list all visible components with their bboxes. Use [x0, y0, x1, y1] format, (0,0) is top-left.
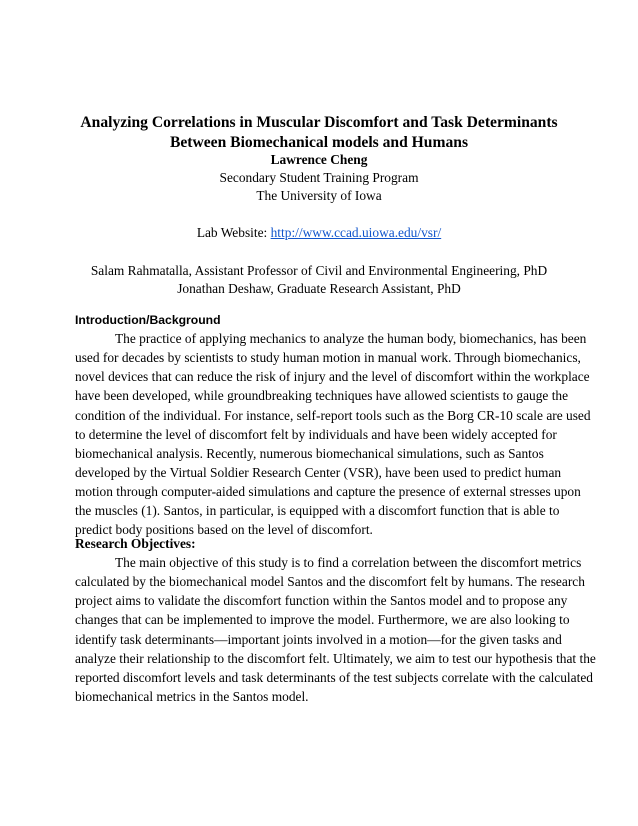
paragraph-line: have been developed, while groundbreaking techniques have allowed scientists to gauge the [75, 388, 569, 404]
paragraph-line: motion through computer-aided simulations and capture the presence of external stresses upon [75, 484, 581, 500]
author-university: The University of Iowa [256, 188, 382, 203]
paragraph-line: calculated by the biomechanical model Santos and the discomfort felt by humans. The research [75, 574, 585, 590]
paragraph-line: The practice of applying mechanics to analyze the human body, biomechanics, has been [115, 331, 587, 346]
paragraph-line: identify task determinants—important joints involved in a motion—for the given tasks and [75, 631, 562, 647]
paragraph-line: predict body positions based on the level of discomfort. [75, 522, 373, 538]
title-line-1: Analyzing Correlations in Muscular Discomfort and Task Determinants [80, 114, 558, 131]
lab-website-label: Lab Website: [196, 225, 271, 240]
advisors-block [0, 262, 638, 298]
intro-heading: Introduction/Background [75, 313, 221, 327]
paragraph-line: novel devices that can reduce the risk of injury and the level of discomfort within the workplace [75, 369, 590, 385]
paragraph-line: the muscles (1). Santos, in particular, is equipped with a discomfort function that is able to [75, 503, 560, 519]
paragraph-line: used for decades by scientists to study human motion in manual work. Through biomechanics, [75, 350, 581, 366]
paragraph-line: to determine the level of discomfort felt by individuals and have been widely accepted for [75, 426, 557, 442]
objectives-paragraph [75, 553, 596, 706]
objectives-heading: Research Objectives: [75, 536, 196, 551]
advisor-2: Jonathan Deshaw, Graduate Research Assistant, PhD [177, 281, 461, 296]
paragraph-line: developed by the Virtual Soldier Research Center (VSR), have been used to predict human [75, 464, 562, 480]
paragraph-line: analyze their relationship to the discomfort felt. Ultimately, we aim to test our hypothesis that the [75, 650, 596, 666]
paragraph-line: biomechanical analysis. Recently, numerous biomechanical simulations, such as Santos [75, 445, 544, 461]
paragraph-line: The main objective of this study is to find a correlation between the discomfort metrics [115, 555, 582, 570]
paragraph-line: condition of the individual. For instance, self-report tools such as the Borg CR-10 scale are used [75, 407, 591, 423]
author-name: Lawrence Cheng [270, 152, 368, 167]
advisor-1: Salam Rahmatalla, Assistant Professor of Civil and Environmental Engineering, PhD [90, 263, 548, 278]
paragraph-line: project aims to validate the discomfort function within the Santos model and to propose any [75, 593, 568, 609]
paragraph-line: biomechanical metrics in the Santos model. [75, 688, 309, 704]
author-program: Secondary Student Training Program [219, 170, 419, 185]
title-line-2: Between Biomechanical models and Humans [169, 134, 469, 151]
lab-website [0, 224, 638, 242]
objectives-section [75, 535, 596, 706]
paragraph-line: changes that can be implemented to improve the model. Furthermore, we are also looking to [75, 612, 570, 628]
author-block [0, 151, 638, 205]
lab-website-link[interactable]: http://www.ccad.uiowa.edu/vsr/ [270, 225, 442, 240]
paragraph-line: reported discomfort levels and task determinants of the test subjects correlate with the calculated [75, 669, 593, 685]
paper-title [0, 113, 638, 153]
intro-paragraph [75, 329, 591, 540]
intro-section [75, 311, 591, 540]
